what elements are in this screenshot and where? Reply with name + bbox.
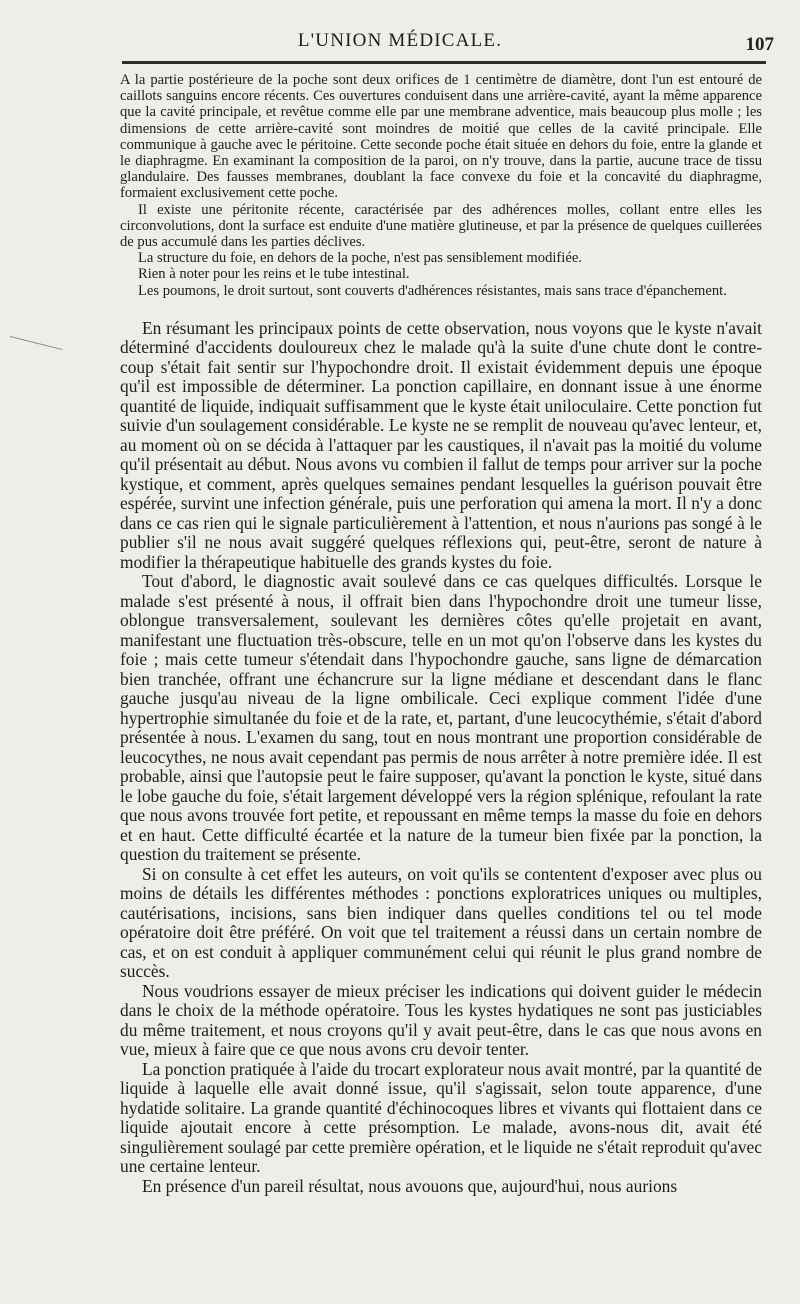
paragraph: A la partie postérieure de la poche sont deux orifices de 1 centimètre de diamètre, dont l'un est entouré de caillots sanguins encore récents. Ces ouvertures conduisent dans une arrière-cavité, ayant la même apparence que la cavité principale, et revêtue comme elle par une membrane adventice, mais beaucoup plus molle ; les dimensions de cette arrière-cavité sont moindres de moitié que celles de la cavité principale. Elle communique à gauche avec le péritoine. Cette seconde poche était située en dehors du foie, entre la glande et le diaphragme. En examinant la composition de la paroi, on n'y trouve, dans la partie, aucune trace de tissu glandulaire. Des fausses membranes, doublant la face convexe du foie et la concavité du diaphragme, formaient exclusivement cette poche.: [120, 72, 762, 202]
paragraph: Les poumons, le droit surtout, sont couverts d'adhérences résistantes, mais sans trace d'épanchement.: [138, 282, 727, 299]
autopsy-report-section: [120, 72, 762, 299]
commentary-section: [120, 319, 762, 1197]
body-text: [120, 72, 762, 1196]
paragraph: En résumant les principaux points de cette observation, nous voyons que le kyste n'avait déterminé d'accidents douloureux chez le malade qu'à la suite d'une chute dont le contre-coup s'était fait sentir sur l'hypochondre droit. Il existait évidemment depuis une époque qu'il est impossible de déterminer. La ponction capillaire, en donnant issue à une énorme quantité de liquide, indiquait suffisamment que le kyste était uniloculaire. Cette ponction fut suivie d'un soulagement considérable. Le kyste ne se remplit de nouveau qu'avec lenteur, et, au moment où on se décida à l'attaquer par les caustiques, il n'avait pas la moitié du volume qu'il présentait au début. Nous avons vu combien il fallut de temps pour arriver sur la poche kystique, et comment, après quelques semaines pendant lesquelles la guérison pouvait être espérée, survint une infection générale, puis une perforation qui amena la mort. Il n'y a donc dans ce cas rien qui le signale particulièrement à l'attention, et nous n'aurions pas songé à le publier s'il ne nous avait suggéré quelques réflexions qui, peut-être, seront de nature à modifier la thérapeutique habituelle des grands kystes du foie.: [120, 317, 763, 572]
paragraph: Il existe une péritonite récente, caractérisée par des adhérences molles, collant entre elles les circonvolutions, dont la surface est enduite d'une matière glutineuse, et par la présence de quelques cuillerées de pus accumulé dans les parties déclives.: [120, 201, 762, 251]
page-number: 107: [745, 34, 774, 55]
running-title: L'UNION MÉDICALE.: [297, 30, 503, 51]
running-head: [0, 26, 800, 56]
paragraph-continued: En présence d'un pareil résultat, nous avouons que, aujourd'hui, nous aurions: [142, 1176, 678, 1196]
paragraph: Si on consulte à cet effet les auteurs, on voit qu'ils se contentent d'exposer avec plus ou moins de détails les différentes méthodes : ponctions exploratrices uniques ou multiples, cautérisations, incisions, sans bien indiquer dans quelles conditions tel ou tel mode opératoire doit être préféré. On voit que tel traitement a réussi dans un certain nombre de cas, et on est conduit à appliquer communément celui qui réunit le plus grand nombre de succès.: [120, 863, 762, 982]
header-rule: [122, 61, 766, 64]
paragraph: Rien à noter pour les reins et le tube intestinal.: [138, 266, 410, 283]
paragraph: La structure du foie, en dehors de la poche, n'est pas sensiblement modifiée.: [138, 250, 582, 267]
paragraph: Tout d'abord, le diagnostic avait soulevé dans ce cas quelques difficultés. Lorsque le malade s'est présenté à nous, il offrait bien dans l'hypochondre droit une tumeur lisse, oblongue transversalement, soulevant les dernières côtes qu'elle projetait en avant, manifestant une fluctuation très-obscure, telle en un mot qu'on l'observe dans les kystes du foie ; mais cette tumeur s'étendait dans l'hypochondre gauche, sans ligne de démarcation bien tranchée, offrant une échancrure sur la ligne médiane et descendant dans le flanc gauche jusqu'au niveau de la ligne ombilicale. Ceci explique comment l'idée d'une hypertrophie simultanée du foie et de la rate, et, partant, d'une leucocythémie, s'était d'abord présentée à nous. L'examen du sang, tout en nous montrant une proportion considérable de leucocythes, ne nous avait cependant pas permis de nous arrêter à notre première idée. Il est probable, ainsi que l'autopsie peut le faire supposer, qu'avant la ponction le kyste, situé dans le lobe gauche du foie, s'était largement développé vers la région splénique, refoulant la rate que nous avons trouvée fort petite, et repoussant en même temps la masse du foie en dehors et en haut. Cette difficulté écartée et la nature de la tumeur bien fixée par la ponction, la question du traitement se présente.: [120, 571, 762, 865]
paragraph: Nous voudrions essayer de mieux préciser les indications qui doivent guider le médecin dans le choix de la méthode opératoire. Tous les kystes hydatiques ne sont pas justiciables du même traitement, et nous croyons qu'il y avait peut-être, dans le cas que nous avons en vue, mieux à faire que ce que nous avons cru devoir tenter.: [120, 980, 762, 1060]
margin-pencil-mark: [10, 330, 64, 344]
paragraph: La ponction pratiquée à l'aide du trocart explorateur nous avait montré, par la quantité de liquide à laquelle elle avait donné issue, qu'il s'agissait, selon toute apparence, d'une hydatide solitaire. La grande quantité d'échinocoques libres et vivants qui flottaient dans ce liquide ajoutait encore à cette présomption. Le malade, avons-nous dit, avait été singulièrement soulagé par cette première opération, et le liquide ne s'était reproduit qu'avec une certaine lenteur.: [120, 1058, 762, 1177]
